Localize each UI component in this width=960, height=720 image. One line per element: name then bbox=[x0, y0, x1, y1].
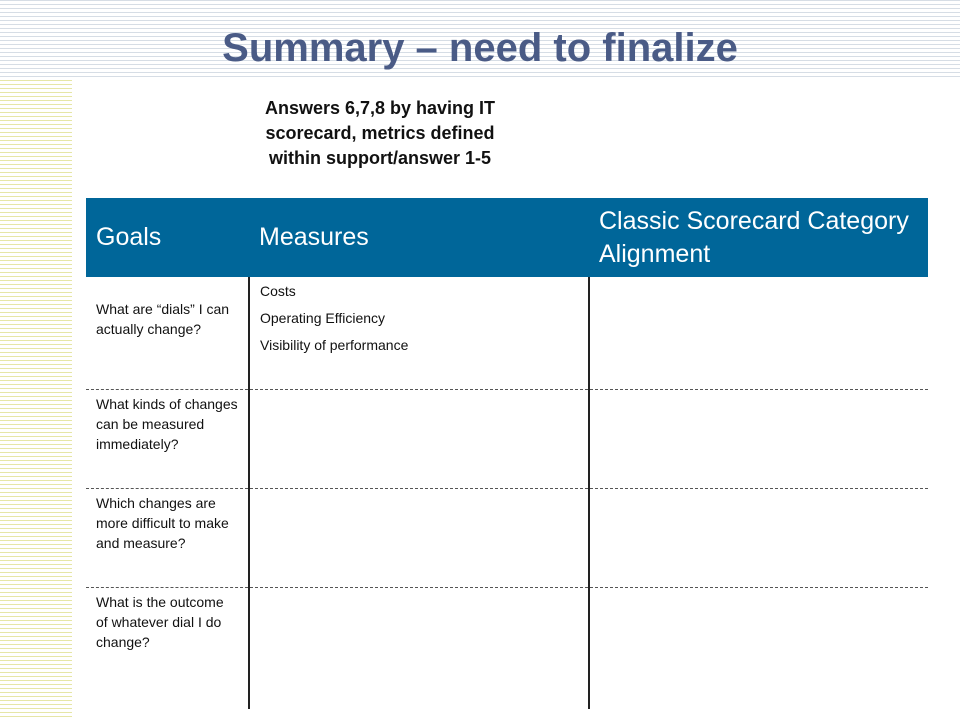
header-measures: Measures bbox=[249, 198, 589, 277]
table-row bbox=[86, 587, 928, 709]
alignment-cell bbox=[589, 587, 928, 709]
goal-cell: Which changes are more difficult to make and measure? bbox=[86, 488, 249, 587]
header-goals: Goals bbox=[86, 198, 249, 277]
table-row bbox=[86, 488, 928, 587]
header-alignment: Classic Scorecard Category Alignment bbox=[589, 198, 928, 277]
goal-cell: What is the outcome of whatever dial I do change? bbox=[96, 593, 224, 650]
alignment-cell bbox=[589, 389, 928, 488]
alignment-cell bbox=[589, 488, 928, 587]
table-row bbox=[86, 389, 928, 488]
measure-item: Costs bbox=[260, 283, 296, 299]
slide-title: Summary – need to finalize bbox=[222, 26, 738, 70]
table-header-row bbox=[86, 198, 928, 277]
measures-cell bbox=[249, 488, 589, 587]
alignment-cell bbox=[589, 277, 928, 389]
goal-cell: What kinds of changes can be measured immediately? bbox=[86, 389, 249, 488]
measure-item: Visibility of performance bbox=[260, 337, 409, 353]
table-row bbox=[86, 277, 928, 389]
goals-measures-table bbox=[86, 198, 928, 709]
goal-cell: What are “dials” I can actually change? bbox=[86, 277, 249, 389]
measures-cell bbox=[249, 389, 589, 488]
left-stripe-decoration bbox=[0, 80, 72, 720]
slide-subtitle: Answers 6,7,8 by having IT scorecard, metrics defined within support/answer 1-5 bbox=[264, 98, 496, 168]
measures-cell bbox=[249, 587, 589, 709]
measures-cell bbox=[249, 277, 589, 389]
measure-item: Operating Efficiency bbox=[260, 310, 386, 326]
